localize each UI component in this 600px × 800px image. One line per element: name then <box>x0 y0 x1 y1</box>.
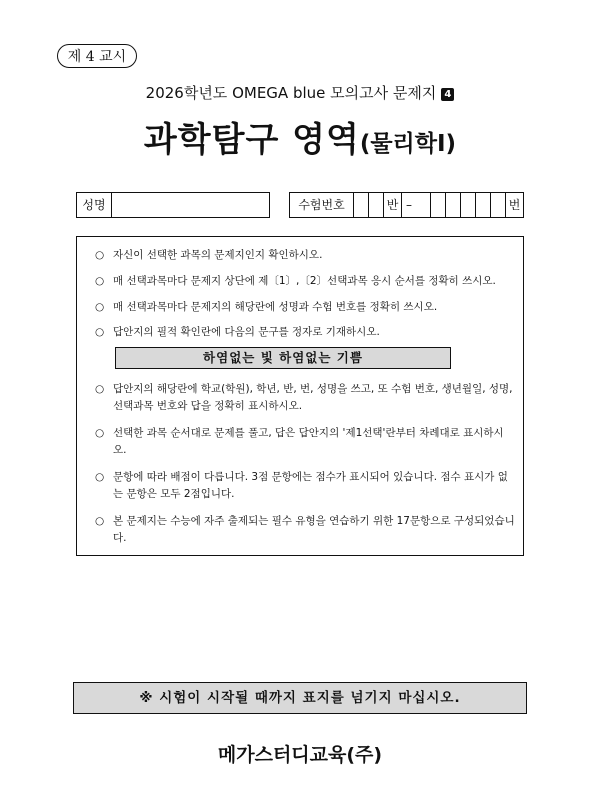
digit-cell[interactable] <box>446 193 461 217</box>
digit-cell[interactable] <box>461 193 476 217</box>
instructions-box <box>76 236 524 556</box>
name-field[interactable] <box>76 192 270 218</box>
circle-bullet-icon: ○ <box>95 383 105 395</box>
handwriting-phrase-box: 하염없는 빛 하염없는 기쁨 <box>115 347 451 369</box>
name-label: 성명 <box>77 193 112 217</box>
booklet-number-badge: 4 <box>441 88 454 101</box>
digit-cell[interactable] <box>369 193 384 217</box>
circle-bullet-icon: ○ <box>95 471 105 483</box>
instruction-item: ○ 문항에 따라 배점이 다릅니다. 3점 문항에는 점수가 표시되어 있습니다. 점수 표시가 없는 문항은 모두 2점입니다. <box>95 471 508 500</box>
circle-bullet-icon: ○ <box>95 515 105 527</box>
digit-cell[interactable] <box>476 193 491 217</box>
do-not-turn-warning: ※ 시험이 시작될 때까지 표지를 넘기지 마십시오. <box>73 682 527 714</box>
exam-number-field[interactable] <box>289 192 524 218</box>
instruction-item: ○ 매 선택과목마다 문제지의 해당란에 성명과 수험 번호를 정확히 쓰시오. <box>95 299 515 316</box>
exam-subtitle <box>0 82 600 103</box>
instruction-item: ○ 본 문제지는 수능에 자주 출제되는 필수 유형을 연습하기 위한 17문항으로 구성되었습니다. <box>95 515 515 544</box>
circle-bullet-icon: ○ <box>95 301 105 313</box>
dash-separator: – <box>406 198 412 212</box>
circle-bullet-icon: ○ <box>95 427 105 439</box>
title-subject: (물리학Ⅰ) <box>359 131 457 157</box>
circle-bullet-icon: ○ <box>95 249 105 261</box>
class-label: 반 <box>384 193 402 217</box>
title-main: 과학탐구 영역 <box>143 120 360 160</box>
digit-cell[interactable] <box>491 193 506 217</box>
subtitle-text: 2026학년도 OMEGA blue 모의고사 문제지 <box>145 84 437 102</box>
digit-cell[interactable] <box>431 193 446 217</box>
page-title <box>0 112 600 161</box>
publisher-name: 메가스터디교육(주) <box>217 744 383 766</box>
circle-bullet-icon: ○ <box>95 326 105 338</box>
exam-number-label: 수험번호 <box>290 193 354 217</box>
instruction-item: ○ 자신이 선택한 과목의 문제지인지 확인하시오. <box>95 247 515 264</box>
circle-bullet-icon: ○ <box>95 275 105 287</box>
digit-cell[interactable] <box>416 193 431 217</box>
number-label: 번 <box>508 198 521 212</box>
digit-cell[interactable] <box>354 193 369 217</box>
instruction-item: ○ 답안지의 해당란에 학교(학원), 학년, 반, 번, 성명을 쓰고, 또 수험 번호, 생년월일, 성명, 선택과목 번호와 답을 정확히 표시하시오. <box>95 383 513 412</box>
instruction-item: ○ 매 선택과목마다 문제지 상단에 제〔1〕,〔2〕선택과목 응시 순서를 정확히 쓰시오. <box>95 273 515 290</box>
instruction-item: ○ 답안지의 필적 확인란에 다음의 문구를 정자로 기재하시오. <box>95 324 515 341</box>
instruction-item: ○ 선택한 과목 순서대로 문제를 풀고, 답은 답안지의 '제1선택'란부터 차례대로 표시하시오. <box>95 427 504 456</box>
period-label: 제 4 교시 <box>57 44 137 68</box>
